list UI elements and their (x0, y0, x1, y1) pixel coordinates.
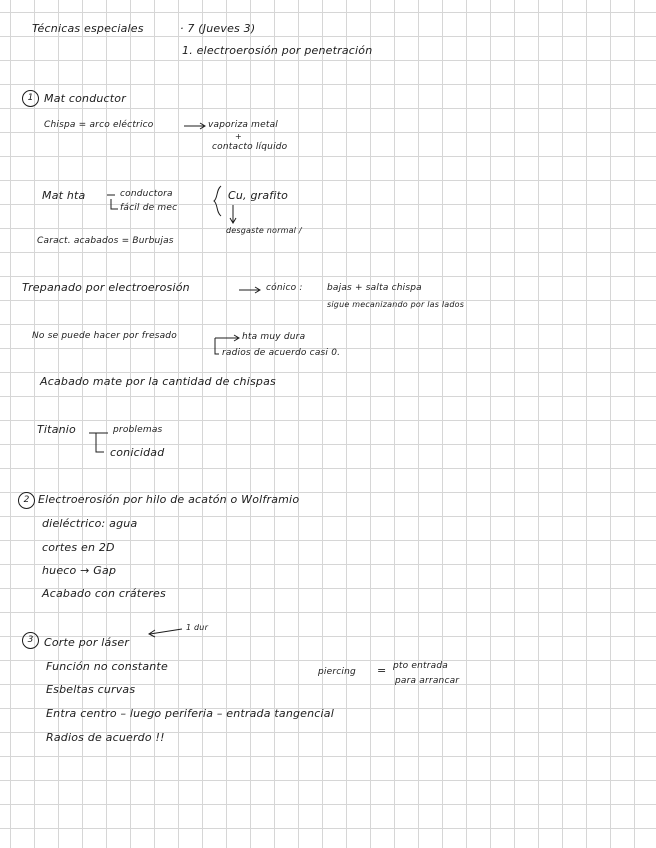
tool-branch-icon (111, 199, 118, 209)
equals-sign: = (377, 664, 387, 677)
session-label: · 7 (Jueves 3) (180, 22, 256, 35)
tool-material-label: Mat hta (42, 189, 86, 202)
drilling-title: Trepanado por electroerosión (22, 281, 190, 294)
drilling-reason-1: bajas + salta chispa (327, 283, 422, 293)
titanium-label: Titanio (37, 423, 76, 436)
wire-item-2: cortes en 2D (42, 541, 115, 554)
milling-branch-icon (215, 338, 219, 354)
laser-item-3: Entra centro – luego periferia – entrada tangencial (46, 707, 335, 720)
brace-icon (214, 186, 221, 216)
tool-examples: Cu, grafito (228, 189, 289, 202)
milling-note: No se puede hacer por fresado (32, 331, 177, 341)
section-number-2: 2 (18, 492, 35, 509)
spark-effect: vaporiza metal (208, 120, 279, 130)
section-1-title: Mat conductor (44, 92, 126, 105)
section-number-3: 3 (22, 632, 39, 649)
milling-reason-1: hta muy dura (242, 332, 306, 342)
finish-features: Caract. acabados = Burbujas (37, 236, 174, 246)
finish-note: Acabado mate por la cantidad de chispas (40, 375, 276, 388)
titanium-issue-1: problemas (113, 425, 163, 435)
milling-reason-2: radios de acuerdo casi 0. (222, 348, 341, 358)
laser-note: 1 dur (186, 623, 209, 632)
spark-effect-2: contacto líquido (212, 142, 288, 152)
section-2-title: Electroerosión por hilo de acatón o Wolframio (38, 493, 300, 506)
wire-item-4: Acabado con cráteres (42, 587, 166, 600)
wire-item-3: hueco → Gap (42, 564, 117, 577)
laser-arrow-icon (150, 629, 182, 634)
laser-item-4: Radios de acuerdo !! (46, 731, 165, 744)
laser-item-1: Función no constante (46, 660, 168, 673)
topic-heading: 1. electroerosión por penetración (182, 44, 373, 57)
piercing-definition-1: pto entrada (393, 661, 449, 671)
piercing-term: piercing (318, 667, 356, 677)
titanium-issue-2: conicidad (110, 446, 165, 459)
tool-option-conductive: conductora (120, 189, 173, 199)
plus-sign: + (235, 132, 242, 141)
section-number-1: 1 (22, 90, 39, 107)
wire-item-1: dieléctrico: agua (42, 517, 138, 530)
course-title: Técnicas especiales (32, 22, 144, 35)
drilling-reason-2: sigue mecanizando por las lados (327, 300, 465, 309)
laser-item-2: Esbeltas curvas (46, 683, 136, 696)
tool-wear: desgaste normal / (226, 226, 302, 235)
drilling-shape: cónico : (266, 283, 303, 293)
piercing-definition-2: para arrancar (395, 676, 460, 686)
spark-definition: Chispa = arco eléctrico (44, 120, 154, 130)
tool-option-machinable: fácil de mec (120, 203, 178, 213)
section-3-title: Corte por láser (44, 636, 130, 649)
titanium-branch-icon (89, 433, 104, 452)
